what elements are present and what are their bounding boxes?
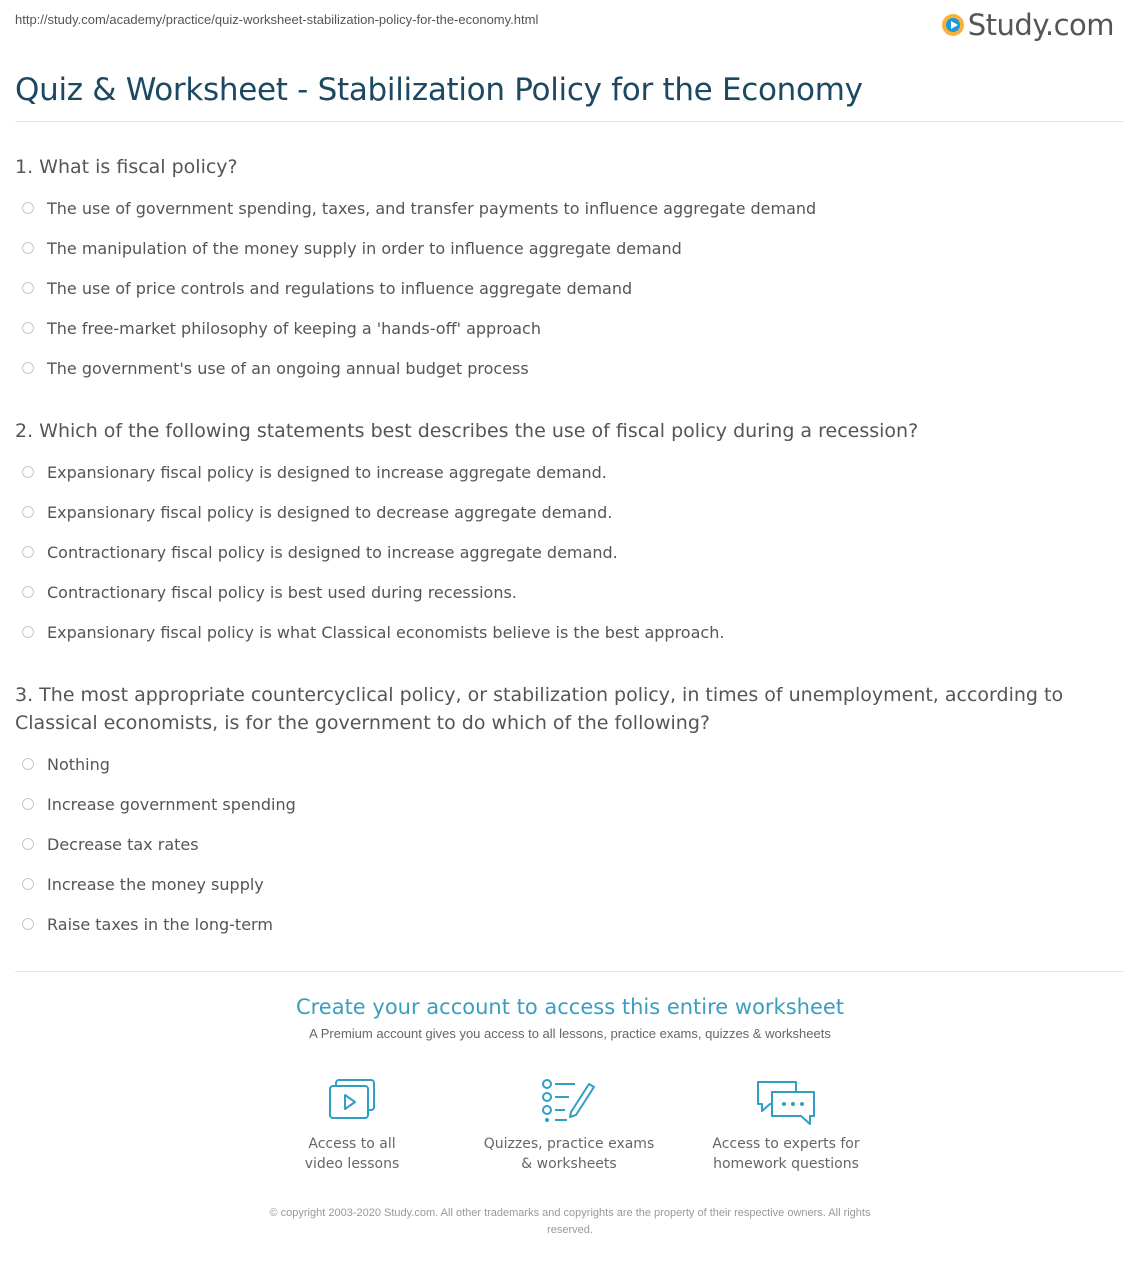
feature-quizzes <box>479 1078 659 1174</box>
quiz-checklist-icon <box>541 1078 597 1122</box>
radio-icon[interactable] <box>22 506 34 518</box>
copyright: © copyright 2003-2020 Study.com. All other trademarks and copyrights are the property of their respective owners. All rights reserved. <box>269 1207 871 1236</box>
radio-icon[interactable] <box>22 322 34 334</box>
radio-icon[interactable] <box>22 466 34 478</box>
option-3-d[interactable] <box>22 864 296 904</box>
option-label: Decrease tax rates <box>47 834 199 854</box>
option-2-e[interactable] <box>22 612 724 652</box>
play-circle-icon <box>942 14 964 36</box>
feature-label: Access to all video lessons <box>304 1136 400 1172</box>
radio-icon[interactable] <box>22 282 34 294</box>
option-1-e[interactable] <box>22 348 816 388</box>
radio-icon[interactable] <box>22 242 34 254</box>
question-1: 1. What is fiscal policy? <box>15 156 238 178</box>
option-2-d[interactable] <box>22 572 724 612</box>
page-url: http://study.com/academy/practice/quiz-worksheet-stabilization-policy-for-the-economy.html <box>15 12 539 27</box>
radio-icon[interactable] <box>22 918 34 930</box>
question-2: 2. Which of the following statements best describes the use of fiscal policy during a recession? <box>15 420 919 442</box>
cta-title[interactable]: Create your account to access this entire worksheet <box>295 995 845 1019</box>
option-label: The government's use of an ongoing annual budget process <box>47 358 529 378</box>
page-title: Quiz & Worksheet - Stabilization Policy for the Economy <box>15 72 863 108</box>
radio-icon[interactable] <box>22 626 34 638</box>
video-lesson-icon <box>326 1078 378 1122</box>
option-2-b[interactable] <box>22 492 724 532</box>
feature-video-lessons <box>262 1078 442 1174</box>
radio-icon[interactable] <box>22 838 34 850</box>
radio-icon[interactable] <box>22 798 34 810</box>
option-label: Expansionary fiscal policy is designed to decrease aggregate demand. <box>47 502 613 522</box>
radio-icon[interactable] <box>22 586 34 598</box>
option-label: Contractionary fiscal policy is best used during recessions. <box>47 582 517 602</box>
option-3-e[interactable] <box>22 904 296 944</box>
option-2-c[interactable] <box>22 532 724 572</box>
radio-icon[interactable] <box>22 362 34 374</box>
option-3-c[interactable] <box>22 824 296 864</box>
cta-subtitle: A Premium account gives you access to all lessons, practice exams, quizzes & worksheets <box>309 1026 831 1041</box>
option-label: The manipulation of the money supply in order to influence aggregate demand <box>47 238 682 258</box>
study-logo[interactable] <box>942 8 1114 42</box>
question-1-options <box>22 188 816 388</box>
option-3-b[interactable] <box>22 784 296 824</box>
radio-icon[interactable] <box>22 202 34 214</box>
option-1-a[interactable] <box>22 188 816 228</box>
question-2-options <box>22 452 724 652</box>
cta-divider <box>15 971 1124 972</box>
option-label: The use of price controls and regulations to influence aggregate demand <box>47 278 633 298</box>
option-1-d[interactable] <box>22 308 816 348</box>
logo-text: Study.com <box>967 8 1114 42</box>
title-divider <box>15 121 1124 122</box>
option-label: Contractionary fiscal policy is designed to increase aggregate demand. <box>47 542 618 562</box>
option-1-b[interactable] <box>22 228 816 268</box>
option-label: Increase the money supply <box>47 874 264 894</box>
radio-icon[interactable] <box>22 878 34 890</box>
option-label: The free-market philosophy of keeping a 'hands-off' approach <box>47 318 541 338</box>
option-2-a[interactable] <box>22 452 724 492</box>
chat-bubbles-icon <box>754 1078 818 1128</box>
option-1-c[interactable] <box>22 268 816 308</box>
option-label: Expansionary fiscal policy is designed to increase aggregate demand. <box>47 462 607 482</box>
option-label: The use of government spending, taxes, and transfer payments to influence aggregate demand <box>47 198 817 218</box>
question-3: 3. The most appropriate countercyclical policy, or stabilization policy, in times of unemployment, according to Classical economists, is for the government to do which of the following? <box>15 684 1064 734</box>
option-label: Increase government spending <box>47 794 296 814</box>
option-label: Raise taxes in the long-term <box>47 914 273 934</box>
question-3-options <box>22 744 296 944</box>
option-label: Nothing <box>47 754 110 774</box>
feature-experts <box>696 1078 876 1174</box>
radio-icon[interactable] <box>22 758 34 770</box>
option-3-a[interactable] <box>22 744 296 784</box>
feature-label: Quizzes, practice exams & worksheets <box>483 1136 655 1172</box>
option-label: Expansionary fiscal policy is what Classical economists believe is the best approach. <box>47 622 725 642</box>
radio-icon[interactable] <box>22 546 34 558</box>
feature-label: Access to experts for homework questions <box>712 1136 860 1172</box>
